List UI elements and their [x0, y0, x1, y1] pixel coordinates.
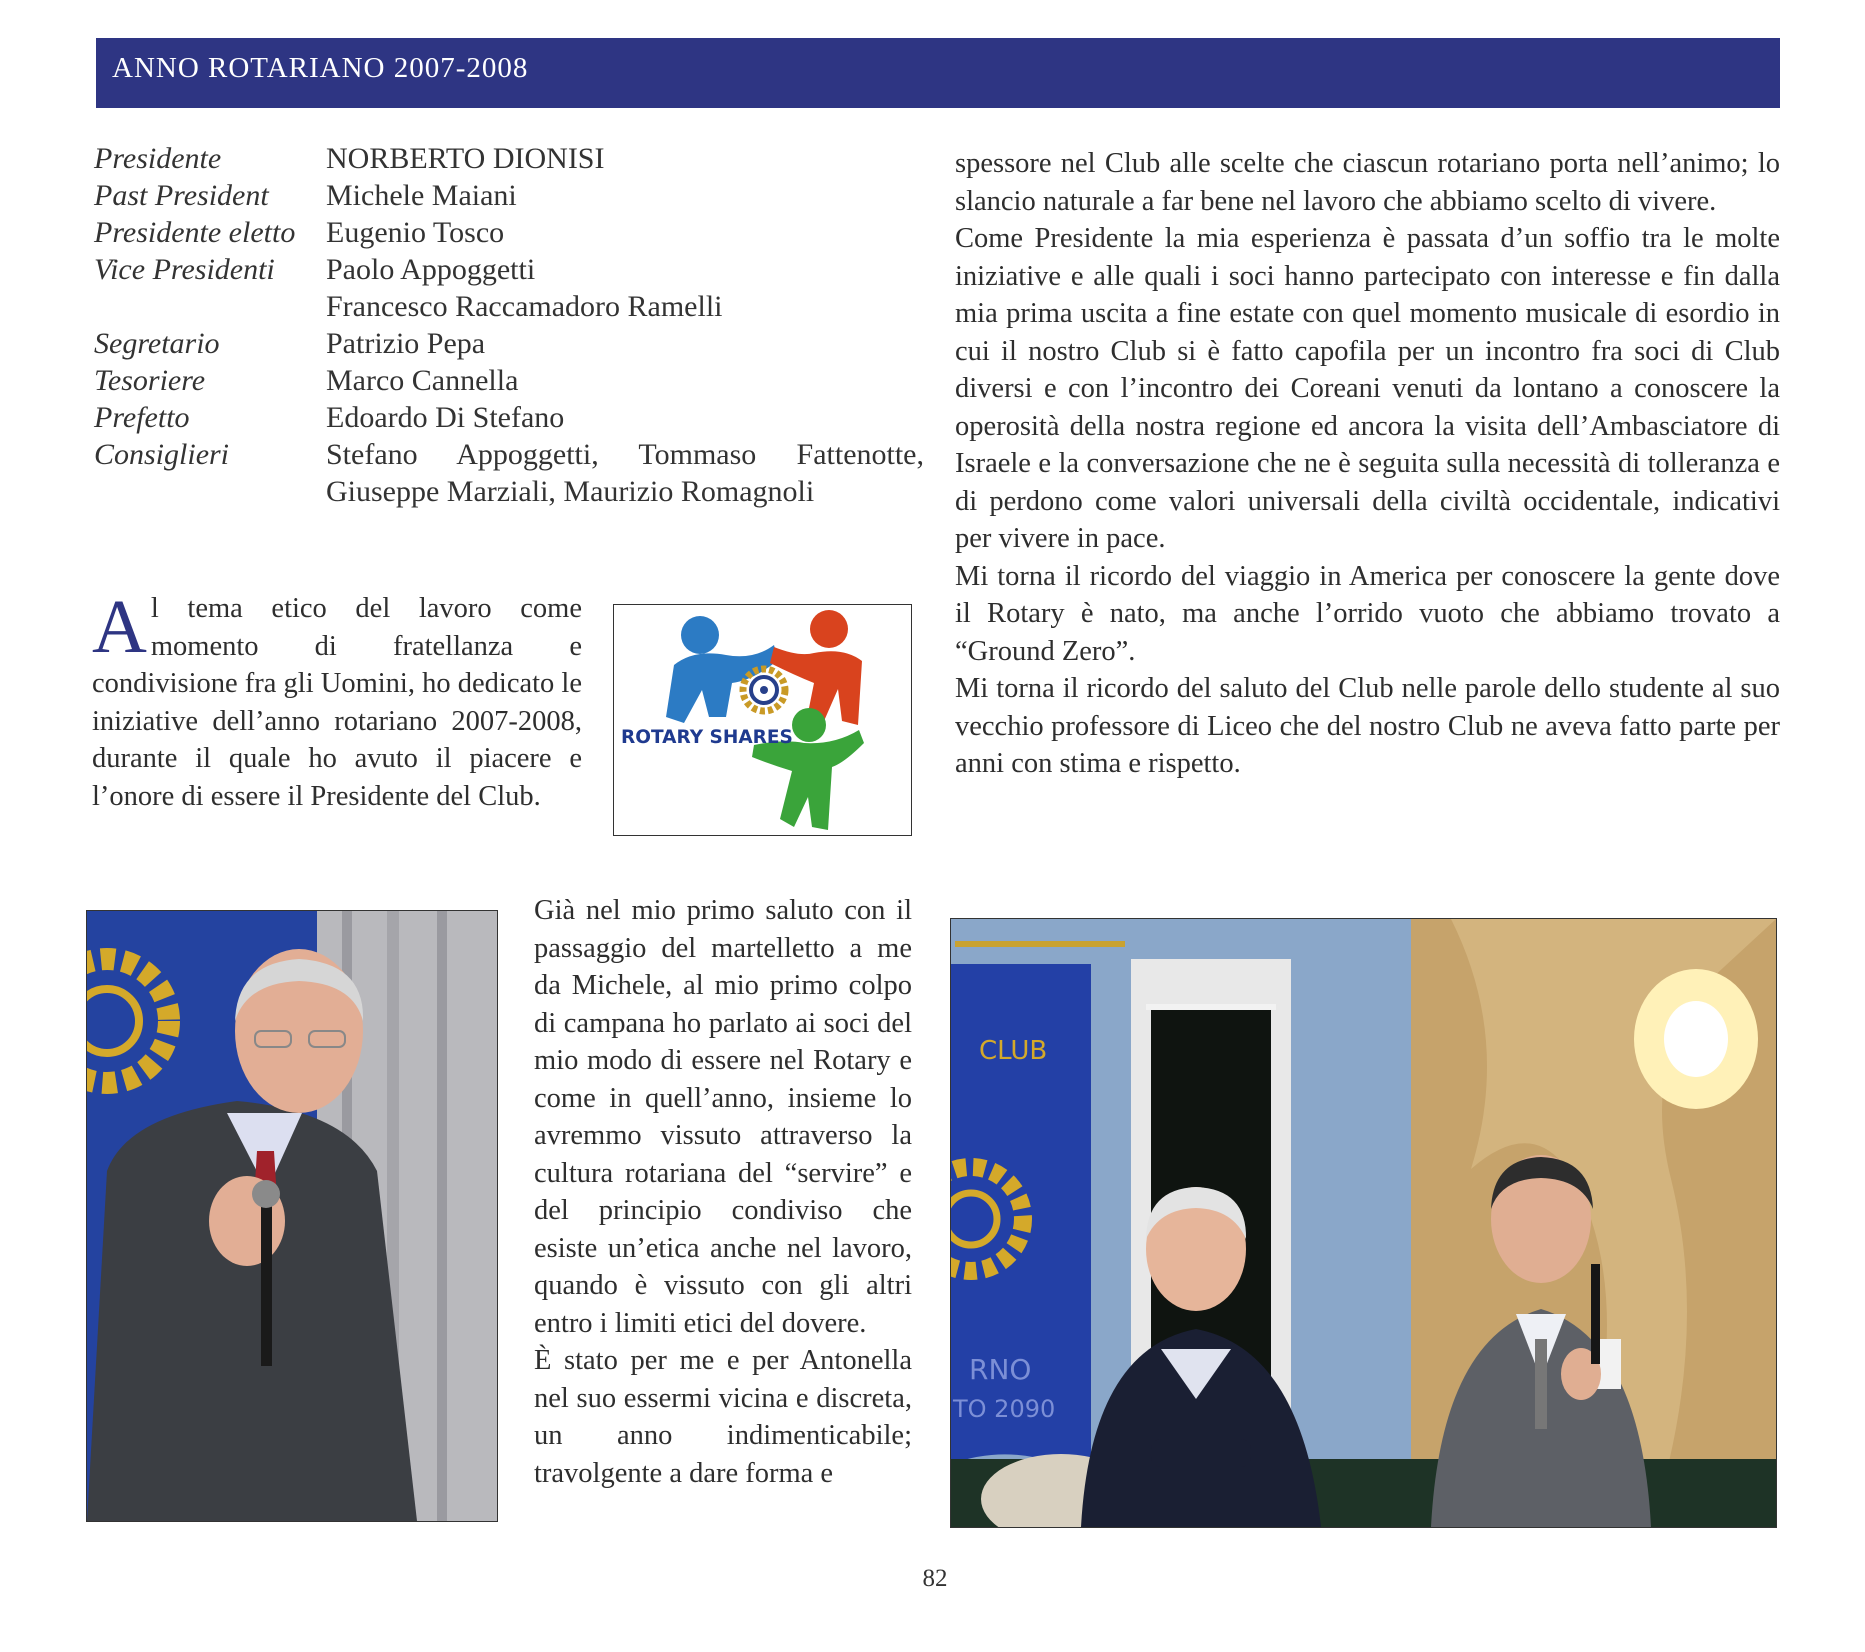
- right-paragraph: spessore nel Club alle scelte che ciascun rotariano porta nell’animo; lo slancio naturale a far bene nel lavoro che abbiamo scelto di vivere.: [955, 148, 1780, 217]
- banner-district-text: TO 2090: [953, 1395, 1056, 1423]
- roster-row: [94, 325, 924, 362]
- roster-row: [94, 288, 924, 325]
- roster-role: Vice Presidenti: [94, 253, 275, 286]
- banner-partial-text: RNO: [969, 1353, 1032, 1386]
- roster-name: Eugenio Tosco: [326, 216, 505, 249]
- banner-club-text: CLUB: [979, 1036, 1048, 1066]
- roster-role: Presidente eletto: [94, 216, 296, 249]
- middle-paragraph: Già nel mio primo saluto con il passaggio del martelletto a me da Michele, al mio primo colpo di campana ho parlato ai soci del mio modo di essere nel Rotary e come in quell’anno, insieme lo avremmo vissuto attraverso la cultura rotariana del “servire” e del principio condiviso che esiste un’etica anche nel lavoro, quando è vissuto con gli altri entro i limiti etici del dovere.: [534, 895, 912, 1339]
- roster-role: Consiglieri: [94, 438, 230, 471]
- logo-text: ROTARY SHARES: [621, 727, 793, 748]
- roster-name: Michele Maiani: [326, 179, 517, 212]
- roster-role: Presidente: [94, 142, 222, 175]
- roster-name: Paolo Appoggetti: [326, 253, 536, 286]
- middle-column-text: [534, 892, 912, 1492]
- right-column-text: [955, 145, 1780, 783]
- roster-name: Francesco Raccamadoro Ramelli: [326, 290, 723, 323]
- roster-row: [94, 177, 924, 214]
- rotary-shares-logo-graphic: [614, 605, 911, 835]
- middle-paragraph: È stato per me e per Antonella nel suo essermi vicina e discreta, un anno indimenticabile; travolgente a dare forma e: [534, 1345, 912, 1489]
- roster-row: [94, 436, 924, 473]
- intro-paragraph: [92, 585, 582, 815]
- roster-row: [94, 140, 924, 177]
- photo-president-speaking-image: [87, 911, 497, 1521]
- roster-row: [94, 473, 924, 510]
- officers-roster: [94, 140, 924, 510]
- roster-role: Prefetto: [94, 401, 190, 434]
- roster-name: NORBERTO DIONISI: [326, 142, 605, 175]
- roster-role: [94, 473, 326, 510]
- roster-name: Edoardo Di Stefano: [326, 401, 565, 434]
- rotary-shares-logo: [613, 604, 912, 836]
- roster-name: Giuseppe Marziali, Maurizio Romagnoli: [326, 475, 815, 508]
- section-header-bar: [96, 38, 1780, 108]
- roster-name: Patrizio Pepa: [326, 327, 486, 360]
- roster-row: [94, 399, 924, 436]
- roster-row: [94, 214, 924, 251]
- right-paragraph: Mi torna il ricordo del viaggio in America per conoscere la gente dove il Rotary è nato, ma anche l’orrido vuoto che abbiamo trovato a “Ground Zero”.: [955, 560, 1780, 667]
- page-number: 82: [922, 1565, 948, 1592]
- roster-row: [94, 251, 924, 288]
- roster-name: Marco Cannella: [326, 364, 519, 397]
- intro-text: l tema etico del lavoro come momento di fratellanza e condivisione fra gli Uomini, ho dedicato le iniziative dell’anno rotariano 2007-2008, durante il quale ho avuto il piacere e l’onore di essere il Presidente del Club.: [92, 593, 582, 812]
- roster-row: [94, 362, 924, 399]
- roster-role: Tesoriere: [94, 364, 206, 397]
- photo-president-speaking: [86, 910, 498, 1522]
- roster-role: Segretario: [94, 327, 220, 360]
- right-paragraph: Come Presidente la mia esperienza è passata d’un soffio tra le molte iniziative e alle quali i soci hanno partecipato con interesse e fin dalla mia prima uscita a fine estate con quel momento musicale di esordio in cui il nostro Club si è fatto capofila per un incontro fra soci di Club diversi e con l’incontro dei Coreani venuti da lontano a conoscere la operosità della nostra regione ed ancora la visita dell’Ambasciatore di Israele e la conversazione che ne è seguita sulla necessità di tolleranza e di perdono come valori universali della civiltà occidentale, indicativi per vivere in pace.: [955, 223, 1780, 554]
- photo-event-two-men: [950, 918, 1777, 1528]
- photo-event-two-men-image: [951, 919, 1776, 1527]
- roster-role: [94, 288, 326, 325]
- roster-name: Stefano Appoggetti, Tommaso Fattenotte,: [326, 438, 924, 471]
- drop-cap: A: [92, 585, 147, 669]
- right-paragraph: Mi torna il ricordo del saluto del Club nelle parole dello studente al suo vecchio professore di Liceo che del nostro Club ne aveva fatto parte per anni con stima e rispetto.: [955, 673, 1780, 779]
- section-title: ANNO ROTARIANO 2007-2008: [112, 52, 529, 84]
- roster-role: Past President: [94, 179, 269, 212]
